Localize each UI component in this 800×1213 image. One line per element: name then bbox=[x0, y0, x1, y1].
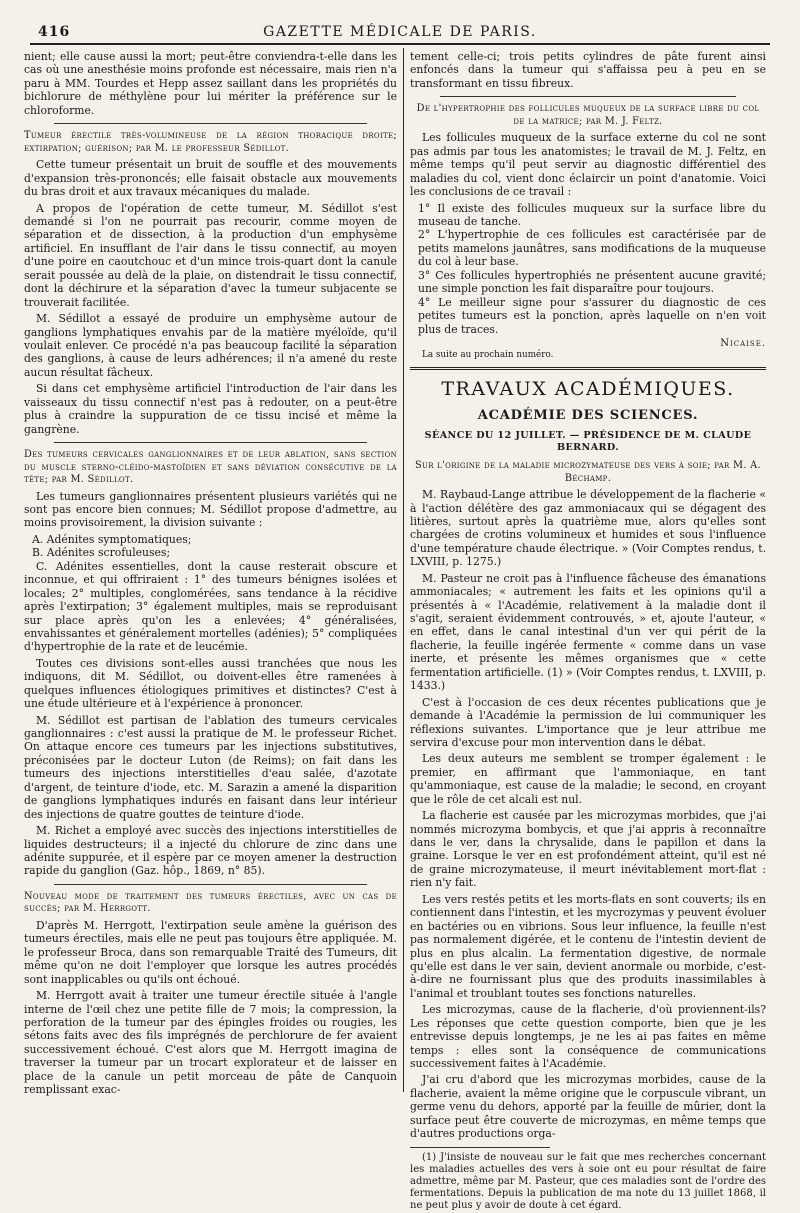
list-item: 2° L'hypertrophie de ces follicules est caractérisée par de petits mamelons jaunâtres, sans modifications de la muqueuse du col à leur base. bbox=[418, 228, 766, 269]
author-signature: Nicaise. bbox=[720, 337, 766, 349]
section-rule bbox=[54, 884, 367, 885]
session-line: SÉANCE DU 12 JUILLET. — PRÉSIDENCE DE M. CLAUDE BERNARD. bbox=[424, 430, 752, 454]
left-column bbox=[24, 50, 397, 1097]
header-rule bbox=[30, 43, 770, 45]
section-heading: Des tumeurs cervicales ganglionnaires et de leur ablation, sans section du muscle sterno-cléido-mastoïdien et sans déviation consécutive de la tête; par M. Sédillot. bbox=[24, 449, 397, 486]
paragraph: Les tumeurs ganglionnaires présentent plusieurs variétés qui ne sont pas encore bien connues; M. Sédillot propose d'admettre, au moins provisoirement, la division suivante : bbox=[24, 489, 397, 530]
paragraph: M. Sédillot est partisan de l'ablation des tumeurs cervicales ganglionnaires : c'est aussi la pratique de M. le professeur Richet. On attaque encore ces tumeurs par les injections substitutives, préconisées par le docteur Luton (de Reims); on fait dans les tumeurs des injections interstitielles d'eau salée, d'azotate d'argent, de teinture d'iode, etc. M. Sarazin a amené la disparition de ganglions lymphatiques indurés en faisant dans leur intérieur des injections de quatre gouttes de teinture d'iode. bbox=[24, 713, 397, 821]
conclusions-list bbox=[410, 202, 766, 336]
paragraph: D'après M. Herrgott, l'extirpation seule amène la guérison des tumeurs érectiles, mais elle ne peut pas toujours être appliquée. M. le professeur Broca, dans son remarquable Traité des Tumeurs, dit même qu'on ne doit l'employer que lorsque les autres procédés sont inapplicables ou qu'ils ont échoué. bbox=[24, 918, 397, 986]
paragraph: J'ai cru d'abord que les microzymas morbides, cause de la flacherie, avaient la même origine que le corpuscule vibrant, un germe venu du dehors, apporté par la feuille de mûrier, dont la surface peut être couverte de microzymas, en même temps que d'autres productions orga- bbox=[410, 1073, 766, 1141]
paragraph: Les follicules muqueux de la surface externe du col ne sont pas admis par tous les anatomistes; le travail de M. J. Feltz, en même temps qu'il peut servir au diagnostic différentiel des maladies du col, vient donc éclaircir un point d'anatomie. Voici les conclusions de ce travail : bbox=[410, 131, 766, 199]
list-item: 3° Ces follicules hypertrophiés ne présentent aucune gravité; une simple ponction les fait disparaître pour toujours. bbox=[418, 268, 766, 296]
paragraph: Toutes ces divisions sont-elles aussi tranchées que nous les indiquons, dit M. Sédillot, ou doivent-elles être ramenées à quelques influences étiologiques primitives et distinctes? C'est à une étude ultérieure et à l'expérience à prononcer. bbox=[24, 656, 397, 711]
academy-title: ACADÉMIE DES SCIENCES. bbox=[477, 407, 699, 423]
page-header bbox=[30, 20, 770, 40]
continuation-note: La suite au prochain numéro. bbox=[422, 350, 554, 361]
section-rule bbox=[54, 123, 367, 124]
paragraph: C. Adénites essentielles, dont la cause resterait obscure et inconnue, et qui offriraient : 1° des tumeurs bénignes isolées et locales; 2° multiples, conglomérées, sans tendance à la récidive après l'extirpation; 3° également multiples, mais se reproduisant sur place après qu'on les a enlevées; 4° généralisées, envahissantes et généralement mortelles (adénies); 5° compliquées d'hypertrophie de la rate et de leucémie. bbox=[24, 559, 397, 654]
paragraph: tement celle-ci; trois petits cylindres de pâte furent ainsi enfoncés dans la tumeur qui s'affaissa peu à peu en se transformant en tissu fibreux. bbox=[410, 50, 766, 90]
paragraph: Si dans cet emphysème artificiel l'introduction de l'air dans les vaisseaux du tissu connectif n'est pas à redouter, on a peut-être plus à craindre la suppuration de ce tissu incisé et même la gangrène. bbox=[24, 382, 397, 436]
right-column bbox=[410, 50, 766, 1212]
footnote: (1) J'insiste de nouveau sur le fait que mes recherches concernant les maladies actuelles des vers à soie ont eu pour résultat de faire admettre, même par M. Pasteur, que ces maladies sont de l'ordre des fermentations. Depuis la publication de ma note du 13 juillet 1868, il ne peut plus y avoir de doute à cet égard. bbox=[410, 1151, 766, 1212]
list-item: 4° Le meilleur signe pour s'assurer du diagnostic de ces petites tumeurs est la ponction, après laquelle on n'en voit plus de traces. bbox=[418, 295, 766, 336]
paragraph: A propos de l'opération de cette tumeur, M. Sédillot s'est demandé si l'on ne pourrait pas recourir, comme moyen de séparation et de dissection, à la production d'un emphysème artificiel. En insufflant de l'air dans le tissu connectif, au moyen d'une poire en caoutchouc et d'un mince trois-quart dont la canule serait poussée au delà de la plaie, on distendrait le tissu connectif, dont la déchirure et la séparation d'avec la tumeur subjacente se trouverait facilitée. bbox=[24, 201, 397, 309]
paragraph: Les microzymas, cause de la flacherie, d'où proviennent-ils? Les réponses que cette question comporte, bien que je les entrevisse depuis longtemps, je ne les ai pas faites en même temps : elles sont la conséquence de communications successivement faites à l'Académie. bbox=[410, 1003, 766, 1070]
paragraph: nient; elle cause aussi la mort; peut-être conviendra-t-elle dans les cas où une anesthésie moins profonde est nécessaire, mais rien n'a paru à MM. Tourdes et Hepp assez saillant dans les propriétés du bichlorure de méthylène pour lui mériter la préférence sur le chloroforme. bbox=[24, 50, 397, 117]
classification-list bbox=[24, 533, 397, 560]
paragraph: M. Herrgott avait à traiter une tumeur érectile située à l'angle interne de l'œil chez une petite fille de 7 mois; la compression, la perforation de la tumeur par des épingles froides ou rougies, les sétons faits avec des fils imprégnés de perchlorure de fer avaient successivement échoué. C'est alors que M. Herrgott imagina de traverser la tumeur par un trocart explorateur et de laisser en place de la canule un petit morceau de pâte de Canquoin remplissant exac- bbox=[24, 989, 397, 1097]
paragraph: La flacherie est causée par les microzymas morbides, que j'ai nommés microzyma bombycis, et que j'ai appris à reconnaître dans le ver, dans la chrysalide, dans le papillon et dans la graine. Lorsque le ver en est profondément atteint, qu'il est né de graine microzymateuse, il meurt inévitablement mort-flat : rien n'y fait. bbox=[410, 809, 766, 890]
section-heading: Sur l'origine de la maladie microzymateuse des vers à soie; par M. A. Béchamp. bbox=[415, 460, 761, 484]
section-rule bbox=[410, 367, 766, 370]
paragraph: C'est à l'occasion de ces deux récentes publications que je demande à l'Académie la permission de lui communiquer les réflexions suivantes. L'importance que je leur attribue me servira d'excuse pour mon intervention dans le débat. bbox=[410, 695, 766, 749]
footnote-rule bbox=[410, 1147, 550, 1148]
section-heading: De l'hypertrophie des follicules muqueux de la surface libre du col de la matrice; par M. J. Feltz. bbox=[416, 103, 760, 127]
paragraph: M. Pasteur ne croit pas à l'influence fâcheuse des émanations ammoniacales; « autrement les faits et les opinions qu'il a présentés à « l'Académie, relativement à la maladie dont il s'agit, seraient évidemment controuvés, » et, ajoute l'auteur, « en effet, dans le canal intestinal d'un ver qui périt de la flacherie, la feuille ingérée fermente « comme dans un vase inerte, et présente les mêmes organismes que « cette fermentation artificielle. (1) » (Voir Comptes rendus, t. LXVIII, p. 1433.) bbox=[410, 571, 766, 693]
list-item: B. Adénites scrofuleuses; bbox=[32, 546, 171, 560]
paragraph: M. Raybaud-Lange attribue le développement de la flacherie « à l'action délétère des gaz ammoniacaux qui se dégagent des litières, surtout après la quatrième mue, alors qu'elles sont chargées de crotins volumineux et humides et sous l'influence d'une température chaude électrique. » (Voir Comptes rendus, t. LXVIII, p. 1275.) bbox=[410, 488, 766, 569]
section-title: TRAVAUX ACADÉMIQUES. bbox=[441, 378, 735, 401]
section-rule bbox=[440, 96, 736, 97]
section-rule bbox=[54, 442, 367, 443]
section-heading: Nouveau mode de traitement des tumeurs érectiles, avec un cas de succès; par M. Herrgott. bbox=[24, 890, 397, 915]
paragraph: Les deux auteurs me semblent se tromper également : le premier, en affirmant que l'ammoniaque, en tant qu'ammoniaque, est cause de la maladie; le second, en croyant que le rôle de cet alcali est nul. bbox=[410, 752, 766, 806]
section-heading: Tumeur érectile très-volumineuse de la région thoracique droite; extirpation; guérison; par M. le professeur Sédillot. bbox=[24, 130, 397, 154]
paragraph: M. Richet a employé avec succès des injections interstitielles de liquides destructeurs; il a injecté du chlorure de zinc dans une adénite suppurée, et il espère par ce moyen amener la destruction rapide du ganglion (Gaz. hôp., 1869, n° 85). bbox=[24, 824, 397, 878]
list-item: 1° Il existe des follicules muqueux sur la surface libre du museau de tanche. bbox=[418, 201, 766, 228]
journal-title: GAZETTE MÉDICALE DE PARIS. bbox=[263, 24, 537, 40]
list-item: A. Adénites symptomatiques; bbox=[32, 532, 192, 546]
paragraph: Les vers restés petits et les morts-flats en sont couverts; ils en contiennent dans l'intestin, et les mycrozymas y peuvent évoluer en bactéries ou en vibrions. Sous leur influence, la feuille n'est pas normalement digérée, et le contenu de l'intestin devient de plus en plus alcalin. La fermentation digestive, de normale qu'elle est dans le ver sain, devient anormale ou morbide, c'est-à-dire ne fournissant plus que des produits inassimilables à l'animal et troublant toutes ses fonctions naturelles. bbox=[410, 892, 766, 1000]
paragraph: Cette tumeur présentait un bruit de souffle et des mouvements d'expansion très-prononcés; elle faisait obstacle aux mouvements du bras droit et aux travaux mécaniques du malade. bbox=[24, 158, 397, 199]
column-divider bbox=[403, 48, 404, 1092]
page-number: 416 bbox=[38, 24, 71, 40]
paragraph: M. Sédillot a essayé de produire un emphysème autour de ganglions lymphatiques envahis par de la matière myéloïde, qu'il voulait enlever. Ce procédé n'a pas beaucoup facilité la séparation des ganglions, à cause de leurs adhérences; il n'a amené du reste aucun résultat fâcheux. bbox=[24, 312, 397, 379]
